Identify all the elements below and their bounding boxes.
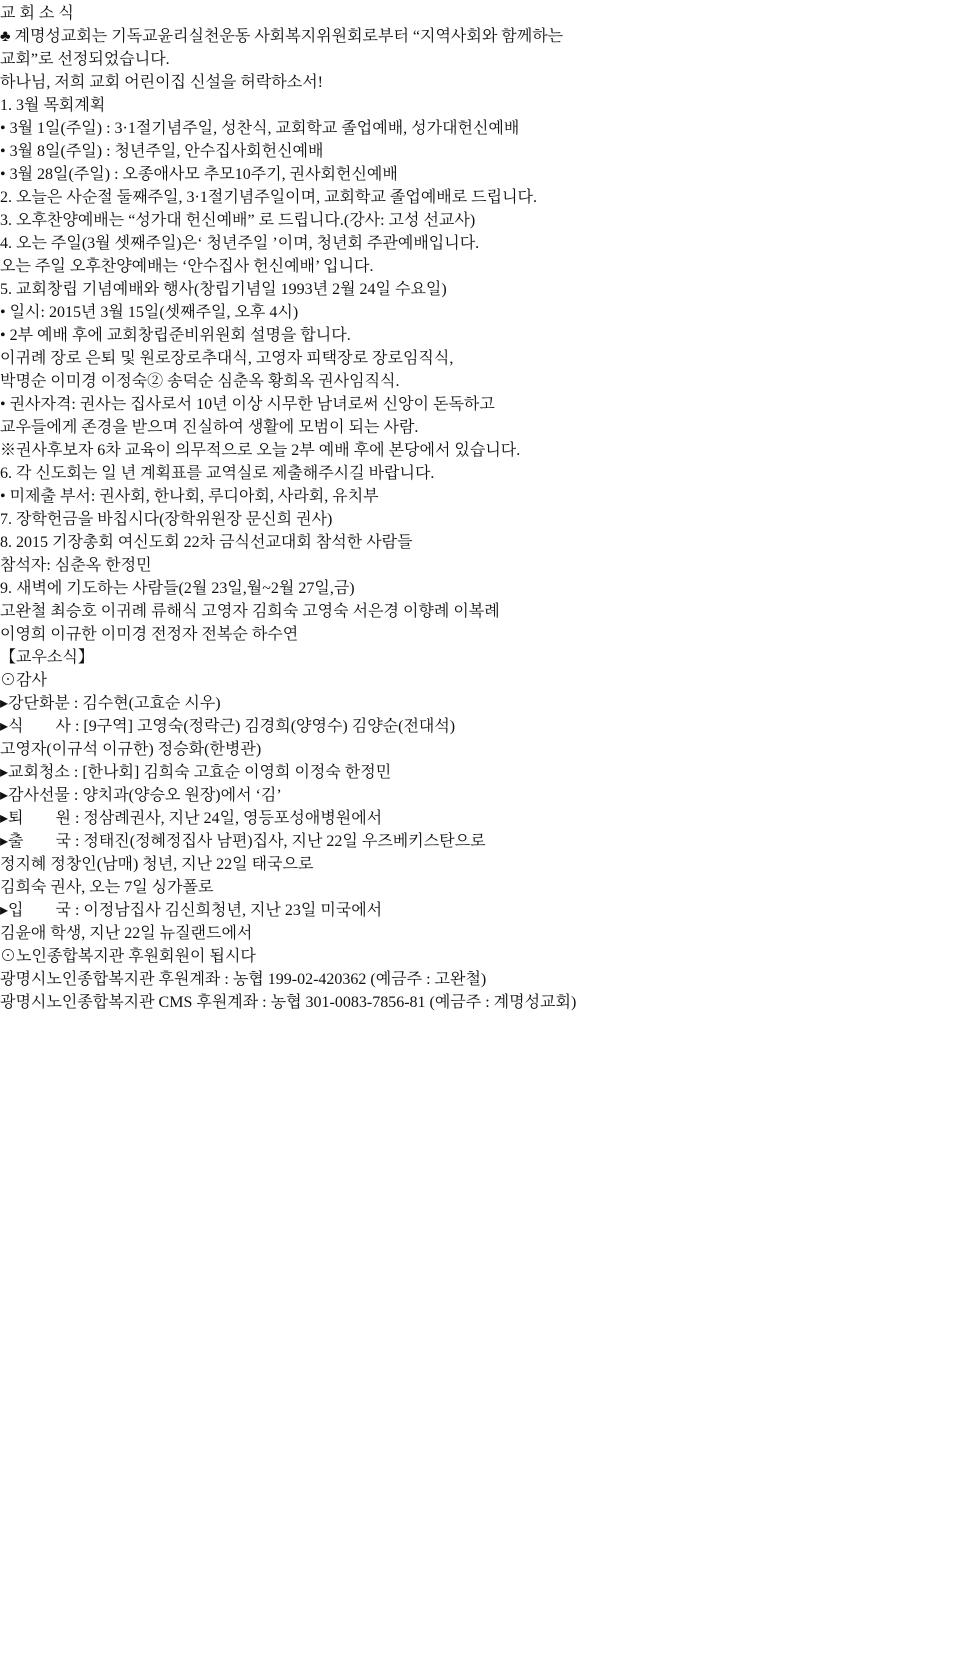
notice-9: 9. 새벽에 기도하는 사람들(2월 23일,월~2월 27일,금): [0, 580, 355, 597]
row-value: 양치과(양승오 원장)에서 ‘김’: [82, 787, 282, 804]
thanks-label: 감사: [16, 672, 47, 689]
row-label: ▸교회청소 :: [0, 764, 83, 781]
notice-1-sub2: • 3월 8일(주일) : 청년주일, 안수집사회헌신예배: [0, 143, 324, 160]
notice-5-sub3-cont: 교우들에게 존경을 받으며 진실하여 생활에 모범이 되는 사람.: [0, 419, 419, 436]
notice-5-heading: 5. 교회창립 기념예배와 행사(창립기념일 1993년 2월 24일 수요일): [0, 281, 447, 298]
news-row-discharge: [0, 805, 960, 828]
notice-1-sub1: • 3월 1일(주일) : 3·1절기념주일, 성찬식, 교회학교 졸업예배, 성가대헌신예배: [0, 120, 520, 137]
notice-5-sub2: • 2부 예배 후에 교회창립준비위원회 설명을 합니다.: [0, 327, 351, 344]
row-value: 김수현(고효순 시우): [82, 695, 221, 712]
support-heading: [0, 943, 960, 966]
notice-6: 6. 각 신도회는 일 년 계획표를 교역실로 제출해주시길 바랍니다.: [0, 465, 435, 482]
notice-2: 2. 오늘은 사순절 둘째주일, 3·1절기념주일이며, 교회학교 졸업예배로 드립니다.: [0, 189, 538, 206]
notice-6-sub: • 미제출 부서: 권사회, 한나회, 루디아회, 사라회, 유치부: [0, 488, 379, 505]
news-row-departure-cont1: 정지혜 정창인(남매) 청년, 지난 22일 태국으로: [0, 856, 314, 873]
notice-1-sub3: • 3월 28일(주일) : 오종애사모 추모10주기, 권사회헌신예배: [0, 166, 398, 183]
news-row-departure-cont2: 김희숙 권사, 오는 7일 싱가폴로: [0, 879, 214, 896]
notice-5-sub3: • 권사자격: 권사는 집사로서 10년 이상 시무한 남녀로써 신앙이 돈독하고: [0, 396, 495, 413]
donation-account-box: [0, 966, 960, 1012]
notice-8-sub: 참석자: 심춘옥 한정민: [0, 557, 152, 574]
notice-5-sub2-cont1: 이귀례 장로 은퇴 및 원로장로추대식, 고영자 피택장로 장로임직식,: [0, 350, 454, 367]
row-label: ▸입 국 :: [0, 902, 84, 919]
row-value: 정삼례권사, 지난 24일, 영등포성애병원에서: [83, 810, 383, 827]
notice-3: 3. 오후찬양예배는 “성가대 헌신예배” 로 드립니다.(강사: 고성 선교사): [0, 212, 476, 229]
sky-background: [0, 0, 960, 160]
announcement-list: [0, 92, 960, 644]
row-value: [9구역] 고영숙(정락근) 김경희(양영수) 김양순(전대석): [83, 718, 456, 735]
news-row-departure: [0, 828, 960, 851]
notice-5-note: ※권사후보자 6차 교육이 의무적으로 오늘 2부 예배 후에 본당에서 있습니다.: [0, 442, 521, 459]
support-title: 노인종합복지관 후원회원이 됩시다: [16, 948, 256, 965]
notice-9-names2: 이영희 이규한 이미경 전정자 전복순 하수연: [0, 626, 299, 643]
news-row-arrival: [0, 897, 960, 920]
account-line-2: 광명시노인종합복지관 CMS 후원계좌 : 농협 301-0083-7856-81 (예금주 : 계명성교회): [0, 994, 577, 1011]
page-title: 교 회 소 식: [0, 5, 74, 22]
prayer-line: 하나님, 저희 교회 어린이집 신설을 허락하소서!: [0, 74, 323, 91]
news-row-arrival-cont: 김윤애 학생, 지난 22일 뉴질랜드에서: [0, 925, 253, 942]
row-value: 정태진(정혜정집사 남편)집사, 지난 22일 우즈베키스탄으로: [83, 833, 486, 850]
notice-4-line1: 4. 오는 주일(3월 셋째주일)은‘ 청년주일 ’이며, 청년회 주관예배입니다.: [0, 235, 480, 252]
row-label: ▸식 사 :: [0, 718, 84, 735]
row-label: ▸퇴 원 :: [0, 810, 84, 827]
intro-line1: 계명성교회는 기독교윤리실천운동 사회복지위원회로부터 “지역사회와 함께하는: [14, 28, 564, 45]
row-value: [한나회] 김희숙 고효순 이영희 이정숙 한정민: [82, 764, 392, 781]
row-label: ▸강단화분 :: [0, 695, 83, 712]
notice-4-line2: 오는 주일 오후찬양예배는 ‘안수집사 헌신예배’ 입니다.: [0, 258, 374, 275]
notice-5-sub2-cont2: 박명순 이미경 이정숙② 송덕순 심춘옥 황희옥 권사임직식.: [0, 373, 400, 390]
intro-line2: 교회”로 선정되었습니다.: [0, 51, 170, 68]
row-value: 이정남집사 김신희청년, 지난 23일 미국에서: [83, 902, 383, 919]
row-label: ▸출 국 :: [0, 833, 84, 850]
notice-7: 7. 장학헌금을 바칩시다(장학위원장 문신희 권사): [0, 511, 333, 528]
news-row-meal: [0, 713, 960, 736]
account-line-1: 광명시노인종합복지관 후원계좌 : 농협 199-02-420362 (예금주 : 고완철): [0, 971, 487, 988]
notice-9-names1: 고완철 최승호 이귀례 류해식 고영자 김희숙 고영숙 서은경 이향례 이복례: [0, 603, 500, 620]
row-label: ▸감사선물 :: [0, 787, 83, 804]
notice-5-sub1: • 일시: 2015년 3월 15일(셋째주일, 오후 4시): [0, 304, 299, 321]
news-row-cleaning: [0, 759, 960, 782]
clover-icon: ♣: [0, 28, 11, 45]
news-row-meal-cont: 고영자(이규석 이규한) 정승화(한병관): [0, 741, 262, 758]
notice-8: 8. 2015 기장총회 여신도회 22차 금식선교대회 참석한 사람들: [0, 534, 413, 551]
target-bullet-icon: ⊙: [0, 672, 17, 689]
member-news-rows: [0, 690, 960, 943]
notice-1-heading: 1. 3월 목회계획: [0, 97, 106, 114]
member-news-title: 【교우소식】: [0, 649, 94, 666]
news-row-gift: [0, 782, 960, 805]
thanks-heading: [0, 667, 960, 690]
target-bullet-icon: ⊙: [0, 948, 17, 965]
news-row-flowers: [0, 690, 960, 713]
